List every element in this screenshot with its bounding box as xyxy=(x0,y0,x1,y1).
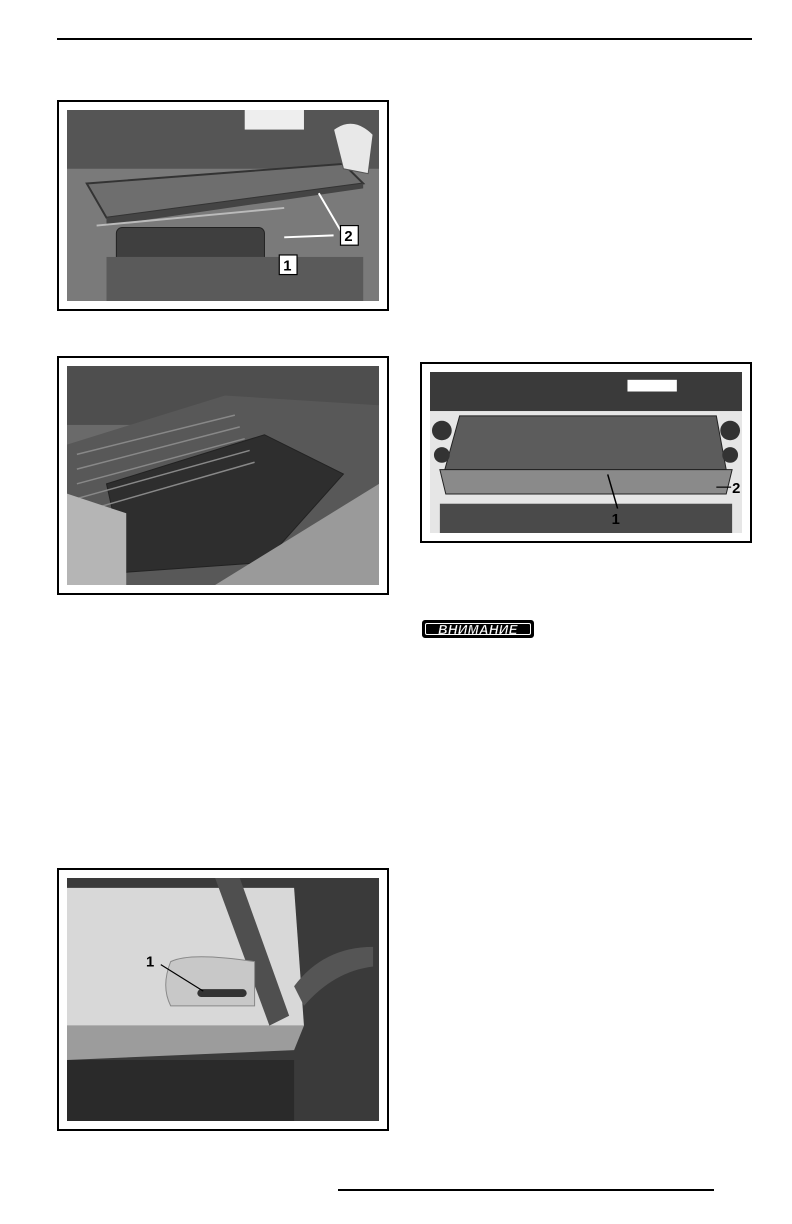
figure-storage-tub xyxy=(57,356,389,595)
callout-1: 1 xyxy=(145,954,155,971)
header-rule xyxy=(57,38,752,40)
figure-cargo-floor-lift xyxy=(57,100,389,311)
warning-label: ВНИМАНИЕ xyxy=(438,621,518,637)
figure-cargo-box-rear xyxy=(420,362,752,543)
callout-2: 2 xyxy=(732,481,741,497)
callout-1: 1 xyxy=(283,258,292,275)
callout-1: 1 xyxy=(611,512,620,529)
footer-rule xyxy=(338,1189,714,1191)
callout-2: 2 xyxy=(344,229,353,246)
warning-badge-border xyxy=(425,623,531,635)
figure-side-panel-latch xyxy=(57,868,389,1131)
photo-side-panel-latch xyxy=(67,878,379,1121)
photo-cargo-box-rear xyxy=(430,372,742,533)
photo-cargo-floor-lift xyxy=(67,110,379,301)
photo-storage-tub xyxy=(67,366,379,585)
warning-badge-icon xyxy=(422,620,534,638)
